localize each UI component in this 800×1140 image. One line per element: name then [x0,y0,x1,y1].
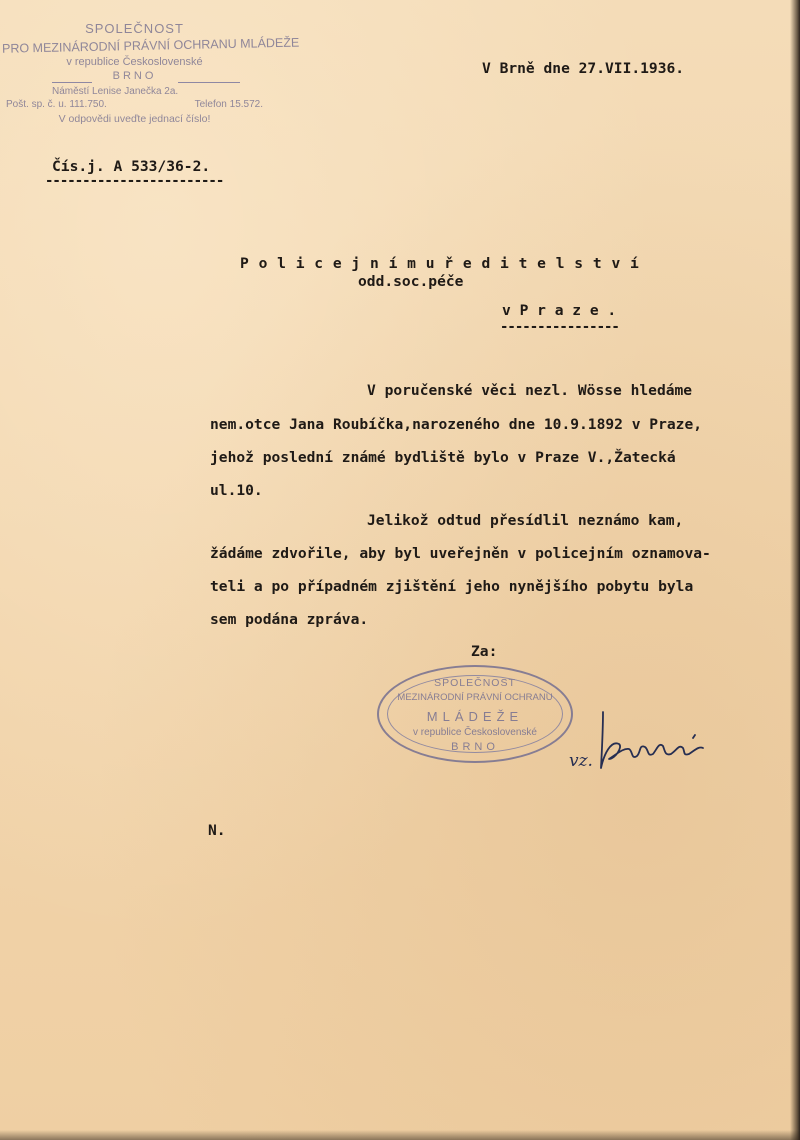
letterhead-line: V odpovědi uveďte jednací číslo! [58,112,211,125]
body-line: Jelikož odtud přesídlil neznámo kam, [367,512,684,529]
page-edge [790,0,800,1140]
divider: ---------------- [500,319,619,335]
seal-text: MEZINÁRODNÍ PRÁVNÍ OCHRANU [397,692,553,703]
body-line: nem.otce Jana Roubíčka,narozeného dne 10.9.1892 v Praze, [210,416,703,433]
letterhead-line: Náměstí Lenise Janečka 2a. [52,85,179,97]
letterhead-phone: Telefon 15.572. [194,98,263,110]
letterhead-line: SPOLEČNOST [85,21,184,36]
signature-prefix: vz. [569,751,593,771]
letterhead-postal: Pošt. sp. č. u. 111.750. [6,98,107,110]
reference-number: Čís.j. A 533/36-2. [52,158,211,175]
place-date: V Brně dne 27.VII.1936. [482,60,685,77]
body-line: žádáme zdvořile, aby byl uveřejněn v policejním oznamova- [210,545,711,562]
divider: ------------------------ [45,173,224,189]
body-line: V poručenské věci nezl. Wösse hledáme [367,382,693,399]
organization-seal [377,665,573,763]
page-edge [0,1130,800,1140]
body-line: teli a po případném zjištění jeho nynějšího pobytu byla [210,578,694,595]
letterhead-line [2,100,267,110]
seal-text: v republice Československé [413,727,537,738]
addressee-line: v P r a z e . [502,302,617,319]
addressee-line: odd.soc.péče [358,273,464,290]
letterhead-line: PRO MEZINÁRODNÍ PRÁVNÍ OCHRANU MLÁDEŽE [1,35,300,56]
letterhead-line: BRNO [112,69,157,82]
letterhead-rule [52,82,92,83]
body-line: jehož poslední známé bydliště bylo v Praze V.,Žatecká [210,449,676,466]
body-line: ul.10. [210,482,263,499]
closing: Za: [471,643,498,660]
initial: N. [208,822,226,839]
handwritten-signature [567,704,717,784]
seal-text: SPOLEČNOST [434,677,516,689]
seal-text: BRNO [451,741,499,753]
seal-text: MLÁDEŽE [426,709,524,724]
letterhead-rule [178,82,240,83]
body-line: sem podána zpráva. [210,611,369,628]
addressee-line: P o l i c e j n í m u ř e d i t e l s t v í [240,255,640,272]
letterhead-stamp [1,21,300,125]
letterhead-line: v republice Československé [66,55,203,68]
